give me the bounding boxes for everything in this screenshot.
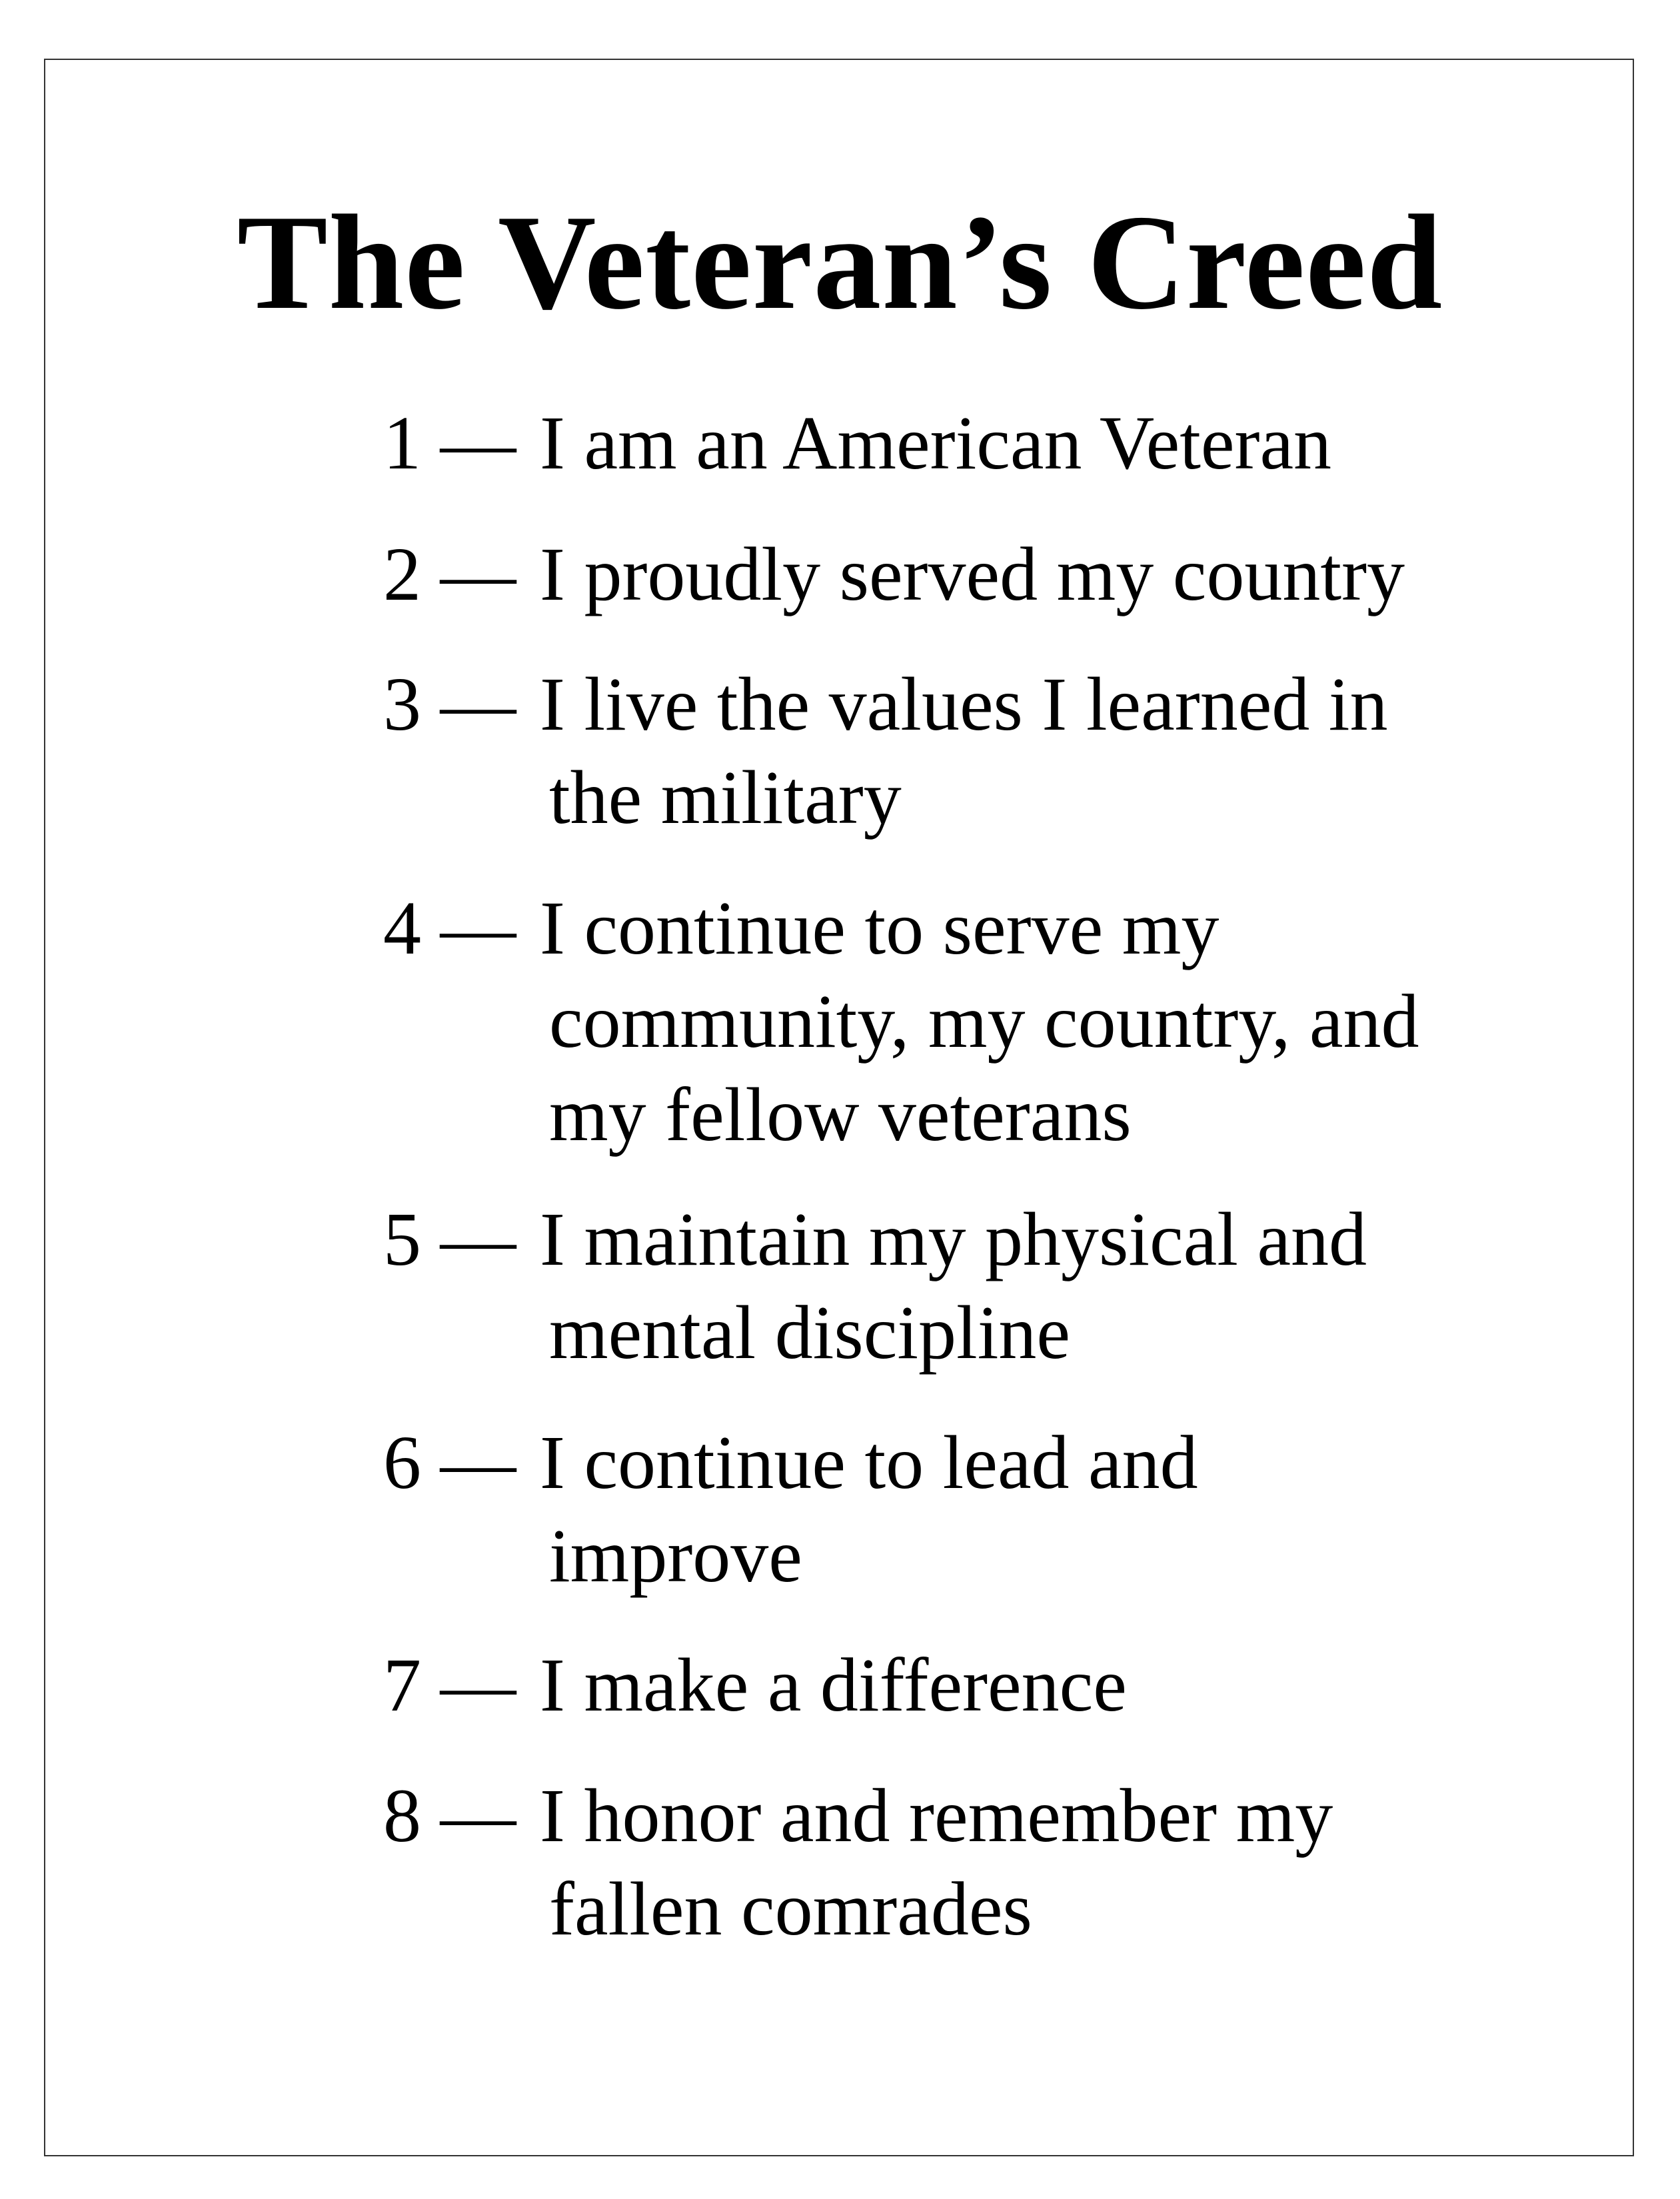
creed-item-7 bbox=[383, 1639, 1127, 1732]
creed-item-3 bbox=[383, 658, 1387, 844]
creed-item-text: I continue to serve my community, my country, and my fellow veterans bbox=[540, 886, 1419, 1157]
creed-item-8 bbox=[383, 1769, 1333, 1956]
creed-item-text: I continue to lead and improve bbox=[540, 1420, 1198, 1598]
creed-item-2 bbox=[383, 528, 1405, 621]
creed-item-number: 5 — bbox=[383, 1197, 516, 1281]
creed-item-number: 3 — bbox=[383, 662, 516, 746]
creed-item-number: 4 — bbox=[383, 886, 516, 970]
creed-item-text: I maintain my physical and mental discipline bbox=[540, 1197, 1367, 1375]
creed-item-4 bbox=[383, 882, 1419, 1161]
creed-item-5 bbox=[383, 1193, 1367, 1379]
creed-item-number: 1 — bbox=[383, 400, 516, 485]
creed-item-number: 2 — bbox=[383, 532, 516, 616]
creed-item-1 bbox=[383, 396, 1331, 490]
creed-item-number: 7 — bbox=[383, 1643, 516, 1727]
creed-item-text: I honor and remember my fallen comrades bbox=[540, 1773, 1333, 1951]
page-title: The Veteran’s Creed bbox=[237, 187, 1443, 338]
creed-item-number: 6 — bbox=[383, 1420, 516, 1505]
creed-item-number: 8 — bbox=[383, 1773, 516, 1858]
creed-item-6 bbox=[383, 1416, 1198, 1603]
creed-item-text: I proudly served my country bbox=[540, 532, 1405, 616]
creed-item-text: I live the values I learned in the military bbox=[540, 662, 1388, 840]
creed-item-text: I make a difference bbox=[540, 1643, 1127, 1727]
creed-item-text: I am an American Veteran bbox=[540, 400, 1332, 485]
